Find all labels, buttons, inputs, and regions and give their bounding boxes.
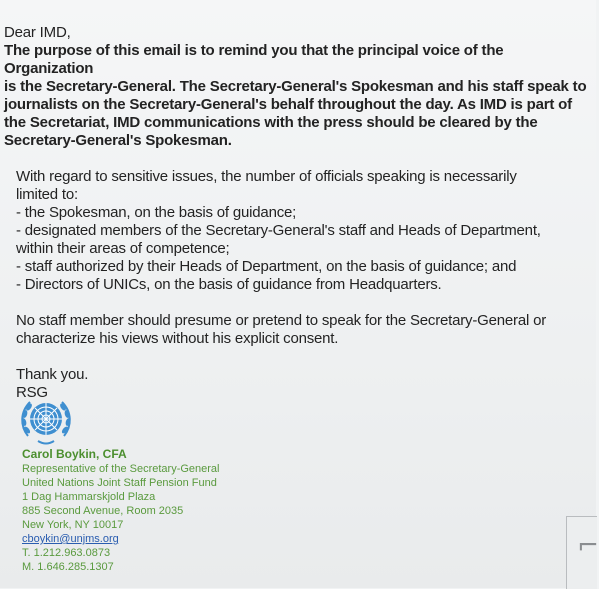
signature-address-line: 1 Dag Hammarskjold Plaza [22, 491, 156, 503]
paragraph-purpose [4, 42, 594, 150]
body-line: the Secretariat, IMD communications with the press should be cleared by the [4, 114, 538, 131]
body-line: The purpose of this email is to remind you that the principal voice of the Organization [4, 42, 504, 77]
signature-phone: T. 1.212.963.0873 [22, 547, 111, 559]
signature-address-line: 885 Second Avenue, Room 2035 [22, 505, 184, 517]
signature-mobile: M. 1.646.285.1307 [22, 561, 114, 573]
signature-name: Carol Boykin, CFA [22, 447, 127, 461]
email-body [4, 24, 594, 402]
email-signature [22, 446, 220, 574]
body-line: characterize his views without his explicit consent. [16, 330, 339, 347]
body-line: With regard to sensitive issues, the number of officials speaking is necessarily [16, 168, 517, 185]
list-item: - designated members of the Secretary-General's staff and Heads of Department, [16, 222, 541, 239]
list-item: within their areas of competence; [16, 240, 230, 257]
body-line: journalists on the Secretary-General's behalf throughout the day. As IMD is part of [4, 96, 572, 113]
body-line: No staff member should presume or pretend to speak for the Secretary-General or [16, 312, 547, 329]
list-item: - staff authorized by their Heads of Department, on the basis of guidance; and [16, 258, 517, 275]
initials: RSG [16, 384, 48, 401]
greeting: Dear IMD, [4, 24, 71, 41]
body-line: Secretary-General's Spokesman. [4, 132, 232, 149]
signature-email-link[interactable]: cboykin@unjms.org [22, 533, 119, 545]
signature-organization: United Nations Joint Staff Pension Fund [22, 477, 217, 489]
list-item: - Directors of UNICs, on the basis of guidance from Headquarters. [16, 276, 442, 293]
paragraph-sensitive-issues [4, 168, 594, 402]
un-emblem-icon [18, 392, 74, 448]
signature-title: Representative of the Secretary-General [22, 463, 220, 475]
list-item: - the Spokesman, on the basis of guidance; [16, 204, 297, 221]
window-edge-frame [566, 516, 597, 589]
signature-city: New York, NY 10017 [22, 519, 124, 531]
body-line: is the Secretary-General. The Secretary-General's Spokesman and his staff speak to [4, 78, 587, 95]
body-line: limited to: [16, 186, 78, 203]
corner-fragment-icon: ⌐ [577, 531, 599, 561]
closing: Thank you. [16, 366, 89, 383]
